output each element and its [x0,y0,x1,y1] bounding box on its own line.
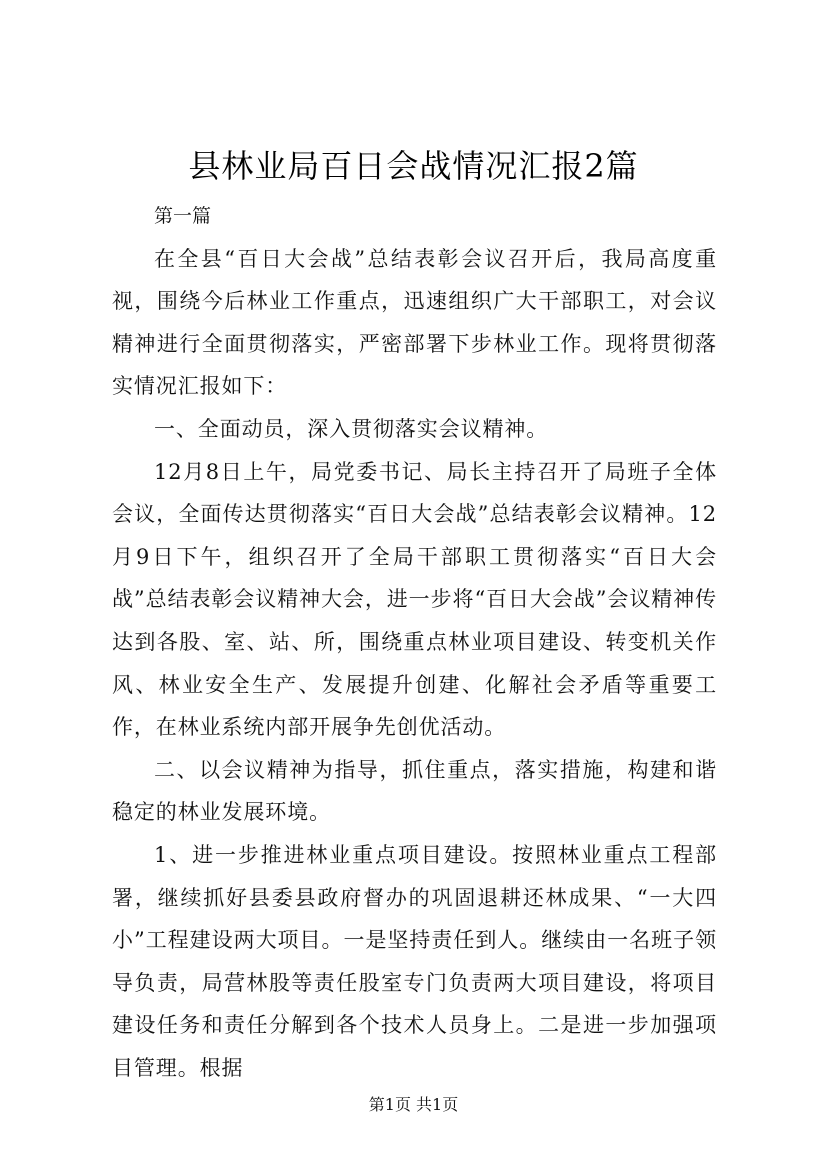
paragraph-heading-2: 二、以会议精神为指导，抓住重点，落实措施，构建和谐稳定的林业发展环境。 [112,757,717,825]
paragraph-project-construction: 1、进一步推进林业重点项目建设。按照林业重点工程部署，继续抓好县委县政府督办的巩固退耕还林成果、“一大四小”工程建设两大项目。一是坚持责任到人。继续由一名班子领导负责，局营林股等责任股室专门负责两大项目建设，将项目建设任务和责任分解到各个技术人员身上。二是进一步加强项目管理。根据 [112,842,717,1080]
document-title: 县林业局百日会战情况汇报2篇 [188,147,639,185]
document-body [112,195,717,1089]
paragraph-intro: 在全县“百日大会战”总结表彰会议召开后，我局高度重视，围绕今后林业工作重点，迅速组织广大干部职工，对会议精神进行全面贯彻落实，严密部署下步林业工作。现将贯彻落实情况汇报如下： [112,246,717,399]
section-label: 第一篇 [154,205,212,227]
page-footer: 第1页 共1页 [368,1095,459,1114]
paragraph-meeting-details: 12月8日上午，局党委书记、局长主持召开了局班子全体会议，全面传达贯彻落实“百日大会战”总结表彰会议精神。12月9日下午，组织召开了全局干部职工贯彻落实“百日大会战”总结表彰会议精神大会，进一步将“百日大会战”会议精神传达到各股、室、站、所，围绕重点林业项目建设、转变机关作风、林业安全生产、发展提升创建、化解社会矛盾等重要工作，在林业系统内部开展争先创优活动。 [112,459,717,740]
paragraph-heading-1: 一、全面动员，深入贯彻落实会议精神。 [154,416,549,441]
